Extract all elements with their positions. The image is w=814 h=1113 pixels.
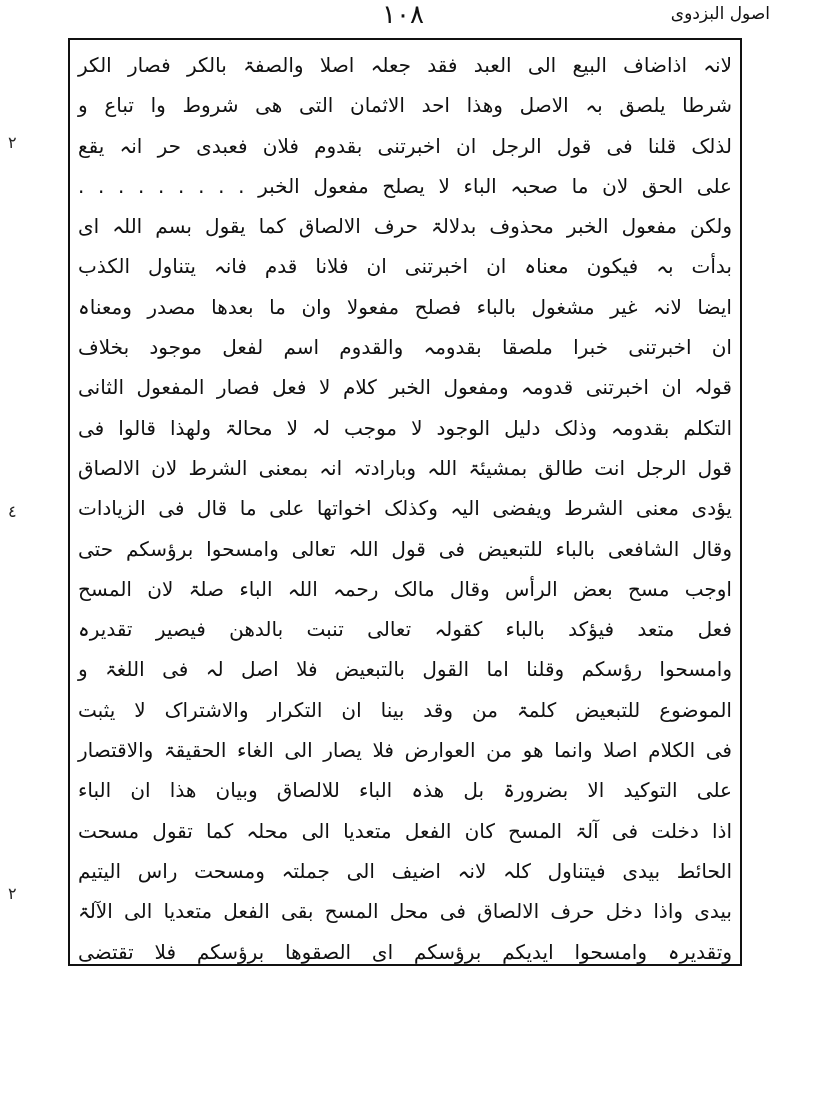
text-line: بیدی واذا دخل حرف الالصاق فی محل المسح بقی الفعل متعدیا الی الآلۃ — [78, 899, 732, 924]
text-frame — [68, 38, 742, 966]
page-number: ١٠٨ — [382, 0, 424, 30]
text-line: فی الکلام اصلا وانما ھو من العوارض فلا یصار الی الغاء الحقیقۃ والاقتصار — [78, 738, 732, 763]
text-line: وقال الشافعی بالباء للتبعیض فی قول اللہ تعالی وامسحوا برؤسکم حتی — [78, 536, 732, 561]
margin-mark: ٢ — [8, 884, 17, 903]
text-line: وامسحوا رؤسکم وقلنا اما القول بالتبعیض فلا اصل لہ فی اللغۃ و — [78, 657, 732, 682]
text-line: ان اخبرتنی خبرا ملصقا بقدومہ والقدوم اسم لفعل موجود بخلاف — [78, 335, 732, 360]
text-line: لذلک قلنا فی قول الرجل ان اخبرتنی بقدوم فلان فعبدی حر انہ یقع — [78, 133, 732, 158]
text-line: ولکن مفعول الخبر محذوف بدلالۃ حرف الالصاق کما یقول بسم اللہ ای — [78, 214, 732, 239]
margin-mark: ٢ — [8, 133, 17, 152]
text-line: شرطا یلصق بہ الاصل وھذا احد الاثمان التی ھی شروط وا تباع و — [78, 93, 732, 118]
text-line: قول الرجل انت طالق بمشیئۃ اللہ وبارادتہ انہ بمعنی الشرط لان الالصاق — [78, 455, 732, 480]
margin-mark: ٤ — [8, 502, 17, 521]
text-line: الحائط بیدی فیتناول کلہ لانہ اضیف الی جملتہ ومسحت راس الیتیم — [78, 858, 732, 883]
text-line: لانہ اذاضاف البیع الی العبد فقد جعلہ اصلا والصفۃ بالکر فصار الکر — [78, 53, 732, 77]
text-line: الموضوع للتبعیض کلمۃ من وقد بینا ان التکرار والاشتراک لا یثبت — [78, 697, 732, 722]
text-line: بدأت بہ فیکون معناہ ان اخبرتنی ان فلانا قدم فانہ یتناول الکذب — [78, 254, 732, 279]
text-line: التکلم بقدومہ وذلک دلیل الوجود لا موجب لہ لا محالۃ ولھذا قالوا فی — [78, 415, 732, 440]
text-line: یؤدی معنی الشرط ویفضی الیہ وکذلک اخواتھا علی ما قال فی الزیادات — [78, 496, 732, 521]
text-line: اوجب مسح بعض الرأس وقال مالک رحمہ اللہ الباء صلۃ لان المسح — [78, 576, 732, 601]
text-line: قولہ ان اخبرتنی قدومہ ومفعول الخبر کلام لا فعل فصار المفعول الثانی — [78, 375, 732, 400]
text-line: اذا دخلت فی آلۃ المسح کان الفعل متعدیا الی محلہ کما تقول مسحت — [78, 818, 732, 843]
text-line: وتقدیرہ وامسحوا ایدیکم برؤسکم ای الصقوھا برؤسکم فلا تقتضی — [78, 939, 732, 964]
text-line: فعل متعد فیؤکد بالباء کقولہ تعالی تنبت بالدھن فیصیر تقدیرہ — [78, 617, 732, 642]
text-line: ایضا لانہ غیر مشغول بالباء فصلح مفعولا وان ما بعدھا مصدر ومعناہ — [78, 294, 732, 319]
text-line: علی التوکید الا بضرورۃ بل ھذہ الباء للالصاق وبیان ھذا ان الباء — [78, 778, 732, 803]
book-title: اصول البزدوی — [670, 4, 770, 24]
text-body — [70, 45, 740, 972]
text-line: علی الحق لان ما صحبہ الباء لا یصلح مفعول الخبر . . . . . . . . . — [78, 173, 732, 198]
